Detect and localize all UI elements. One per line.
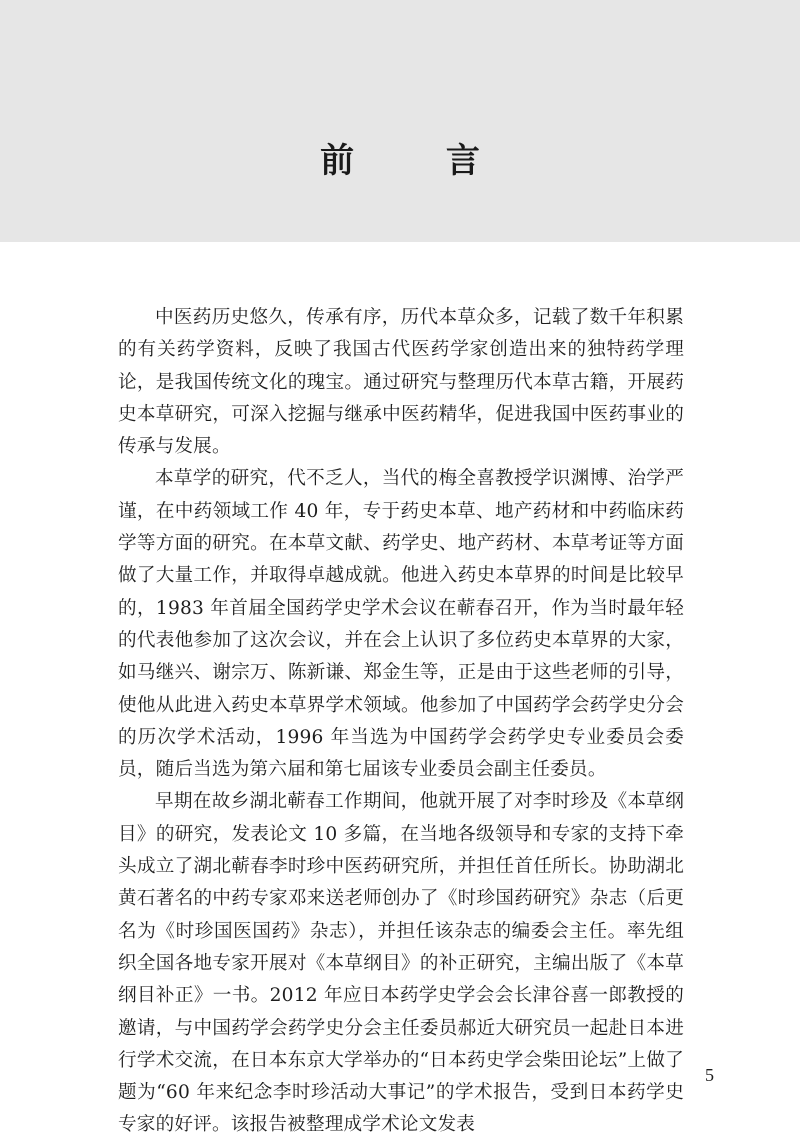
body-text	[118, 302, 684, 1142]
header-band	[0, 0, 800, 242]
paragraph-1: 中医药历史悠久，传承有序，历代本草众多，记载了数千年积累的有关药学资料，反映了我国古代医药学家创造出来的独特药学理论，是我国传统文化的瑰宝。通过研究与整理历代本草古籍，开展药史本草研究，可深入挖掘与继承中医药精华，促进我国中医药事业的传承与发展。	[118, 307, 684, 458]
page-title: 前 言	[320, 141, 520, 181]
paragraph-3: 早期在故乡湖北蕲春工作期间，他就开展了对李时珍及《本草纲目》的研究，发表论文 10 多篇，在当地各级领导和专家的支持下牵头成立了湖北蕲春李时珍中医药研究所，并担任首任所长。协助湖北黄石著名的中药专家邓来送老师创办了《时珍国药研究》杂志（后更名为《时珍国医国药》杂志），并担任该杂志的编委会主任。率先组织全国各地专家开展对《本草纲目》的补正研究，主编出版了《本草纲目补正》一书。2012 年应日本药学史学会会长津谷喜一郎教授的邀请，与中国药学会药学史分会主任委员郝近大研究员一起赴日本进行学术交流，在日本东京大学举办的“日本药史学会柴田论坛”上做了题为“60 年来纪念李时珍活动大事记”的学术报告，受到日本药学史专家的好评。该报告被整理成学术论文发表	[118, 791, 684, 1136]
paragraph-2: 本草学的研究，代不乏人，当代的梅全喜教授学识渊博、治学严谨，在中药领域工作 40 年，专于药史本草、地产药材和中药临床药学等方面的研究。在本草文献、药学史、地产药材、本草考证等方面做了大量工作，并取得卓越成就。他进入药史本草界的时间是比较早的，1983 年首届全国药学史学术会议在蕲春召开，作为当时最年轻的代表他参加了这次会议，并在会上认识了多位药史本草界的大家，如马继兴、谢宗万、陈新谦、郑金生等，正是由于这些老师的引导，使他从此进入药史本草界学术领域。他参加了中国药学会药学史分会的历次学术活动，1996 年当选为中国药学会药学史专业委员会委员，随后当选为第六届和第七届该专业委员会副主任委员。	[118, 468, 684, 781]
page-number: 5	[705, 1065, 714, 1085]
